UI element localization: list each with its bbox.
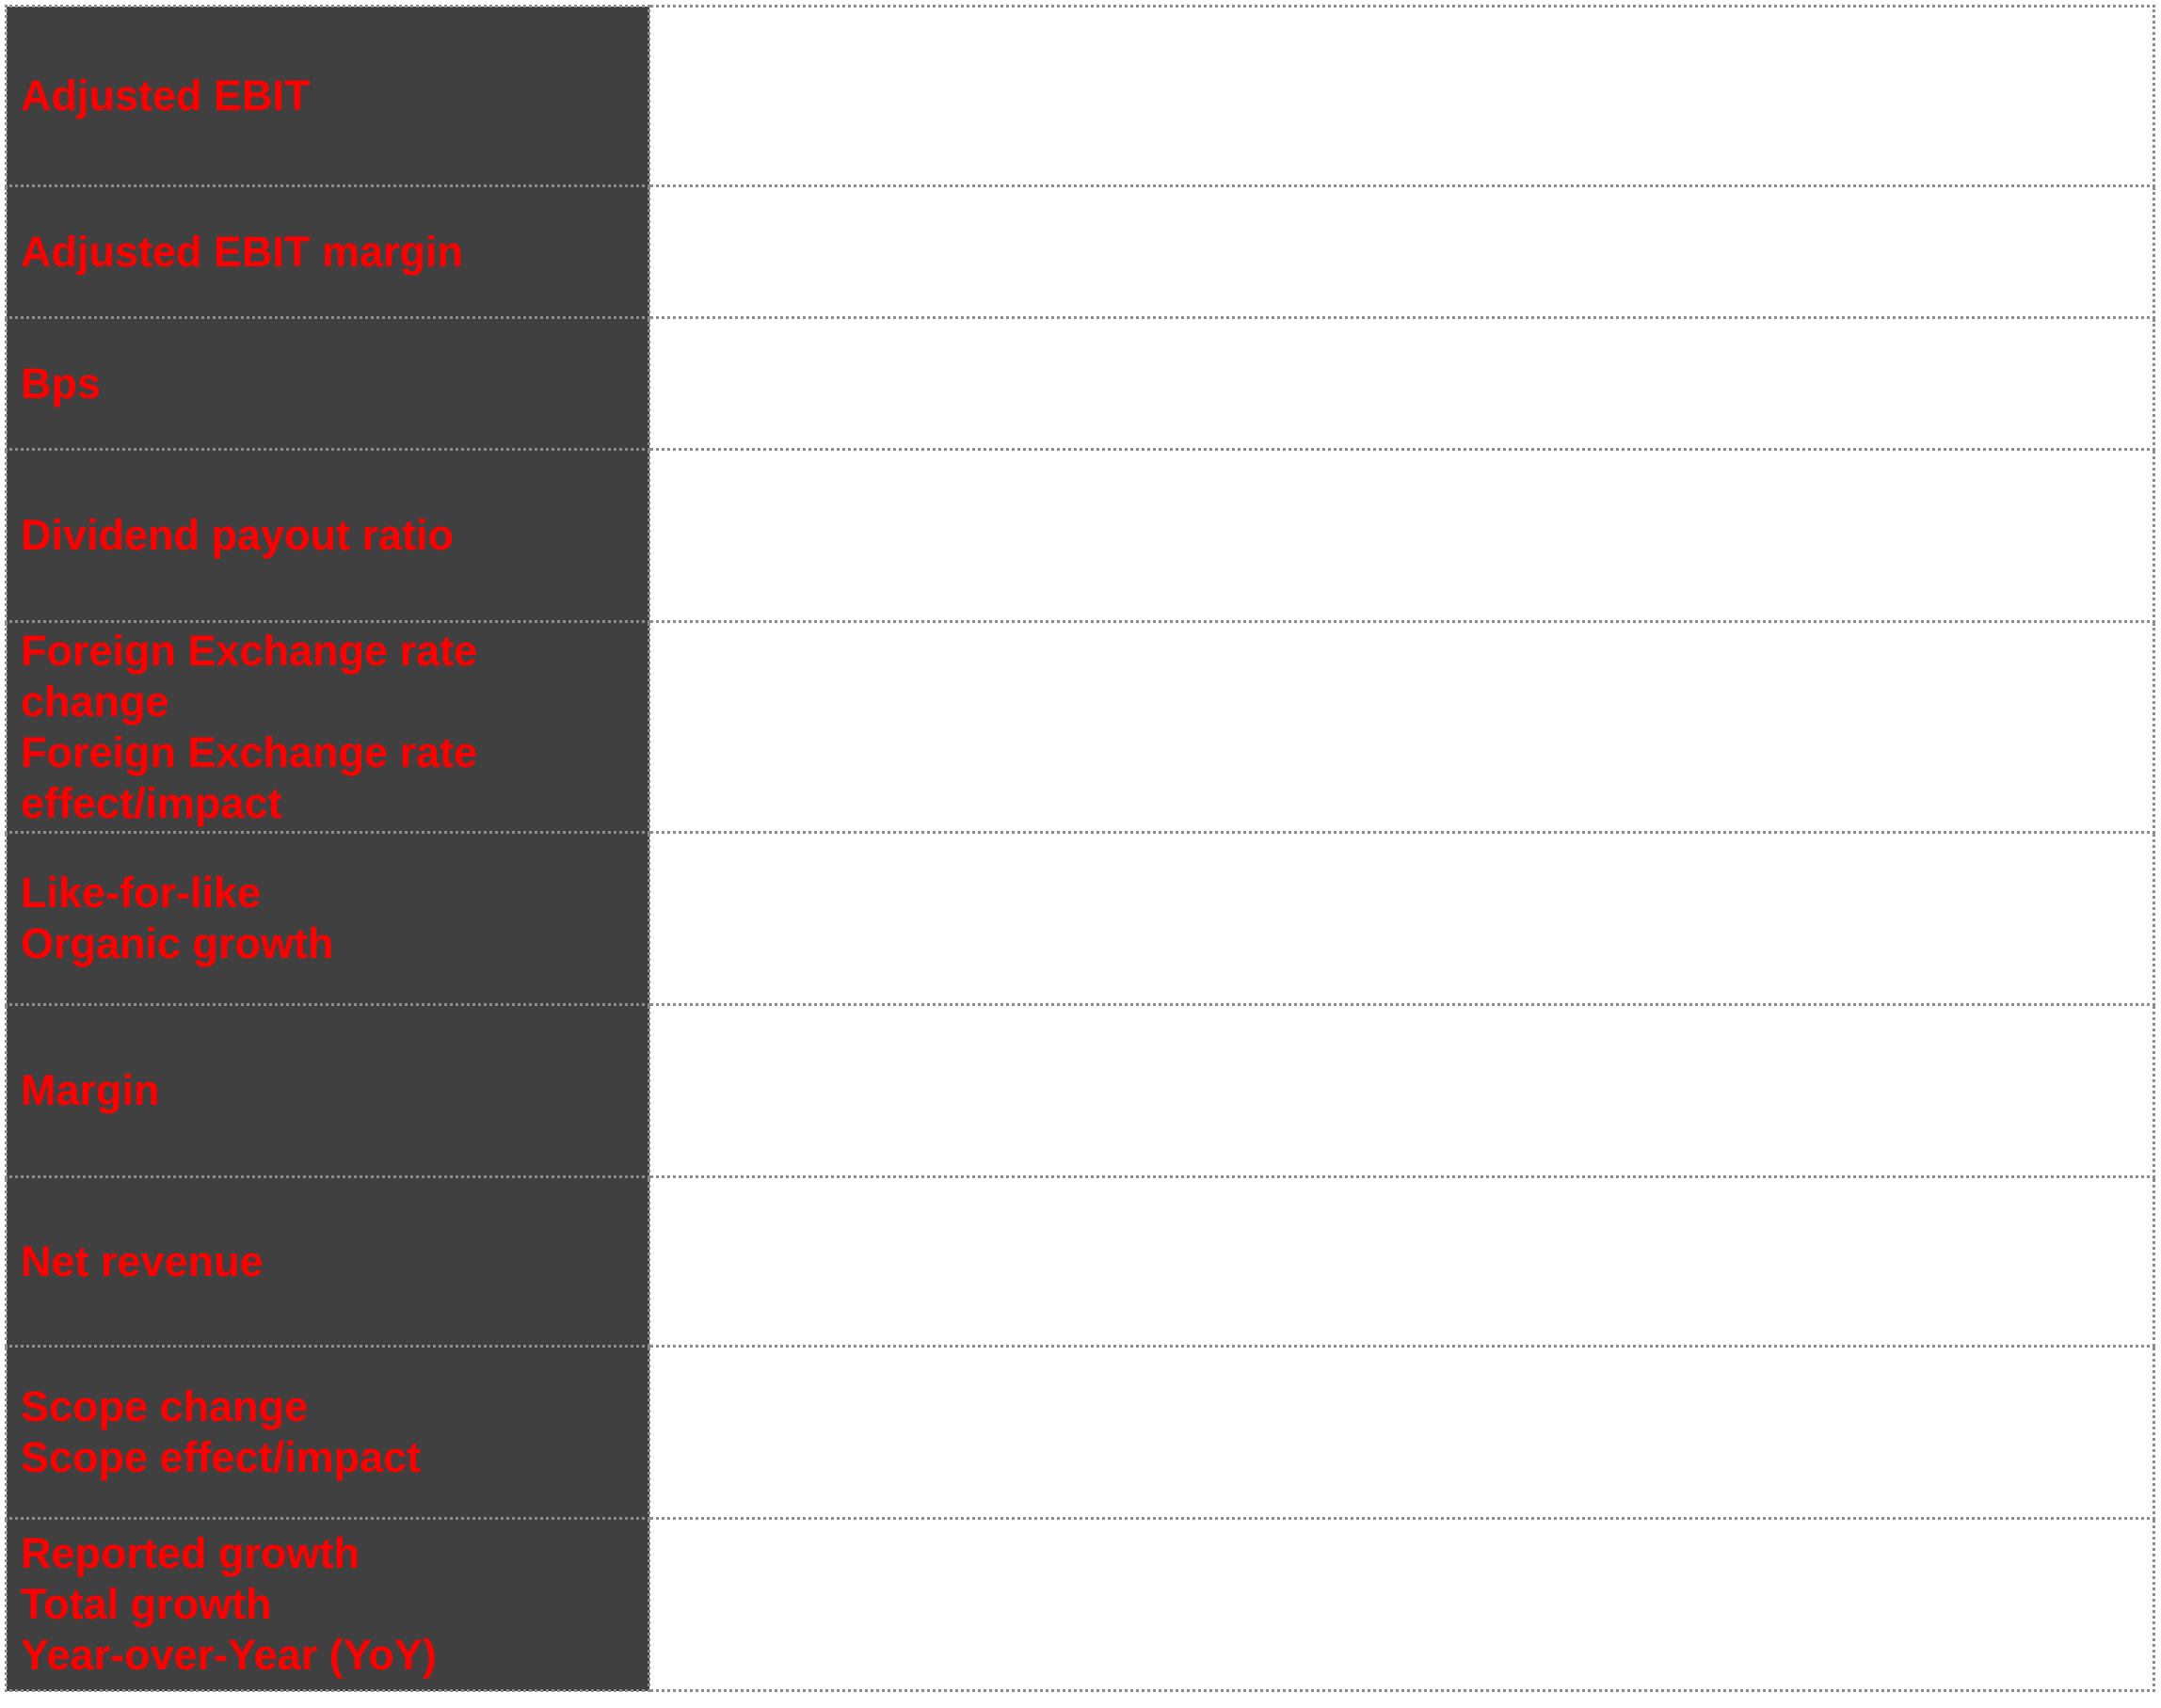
term-label: change	[21, 677, 169, 726]
definition-cell	[649, 7, 2154, 186]
table-row	[7, 1177, 2154, 1347]
term-label: Adjusted EBIT	[21, 72, 311, 120]
term-label: Year-over-Year (YoY)	[21, 1631, 437, 1679]
table-row	[7, 7, 2154, 186]
term-label: Scope effect/impact	[21, 1433, 422, 1481]
term-label: Like-for-like	[21, 869, 262, 917]
term-label: Margin	[21, 1066, 160, 1114]
term-cell	[7, 1177, 649, 1347]
term-label: Scope change	[21, 1382, 309, 1430]
term-label: Adjusted EBIT margin	[21, 227, 464, 276]
term-label: effect/impact	[21, 778, 282, 827]
term-label: Bps	[21, 359, 102, 407]
table-row	[7, 1519, 2154, 1691]
definition-cell	[649, 450, 2154, 622]
definition-cell	[649, 622, 2154, 833]
term-cell	[7, 318, 649, 450]
term-cell	[7, 622, 649, 833]
definition-cell	[649, 833, 2154, 1005]
definition-cell	[649, 1005, 2154, 1177]
term-cell	[7, 450, 649, 622]
definition-cell	[649, 1519, 2154, 1691]
table-row	[7, 1005, 2154, 1177]
term-cell	[7, 7, 649, 186]
table-row	[7, 833, 2154, 1005]
term-cell	[7, 833, 649, 1005]
glossary-table	[5, 5, 2155, 1692]
table-row	[7, 318, 2154, 450]
table-row	[7, 450, 2154, 622]
definition-cell	[649, 1177, 2154, 1347]
definition-cell	[649, 186, 2154, 318]
table-row	[7, 1347, 2154, 1519]
term-cell	[7, 1519, 649, 1691]
term-cell	[7, 1005, 649, 1177]
term-label: Foreign Exchange rate	[21, 626, 478, 675]
table-row	[7, 186, 2154, 318]
definition-cell	[649, 318, 2154, 450]
term-label: Net revenue	[21, 1237, 264, 1285]
term-label: Dividend payout ratio	[21, 511, 455, 559]
table-row	[7, 622, 2154, 833]
term-label: Organic growth	[21, 919, 334, 967]
term-label: Reported growth	[21, 1529, 360, 1577]
term-cell	[7, 1347, 649, 1519]
term-cell	[7, 186, 649, 318]
term-label: Foreign Exchange rate	[21, 727, 478, 776]
term-label: Total growth	[21, 1580, 272, 1628]
definition-cell	[649, 1347, 2154, 1519]
